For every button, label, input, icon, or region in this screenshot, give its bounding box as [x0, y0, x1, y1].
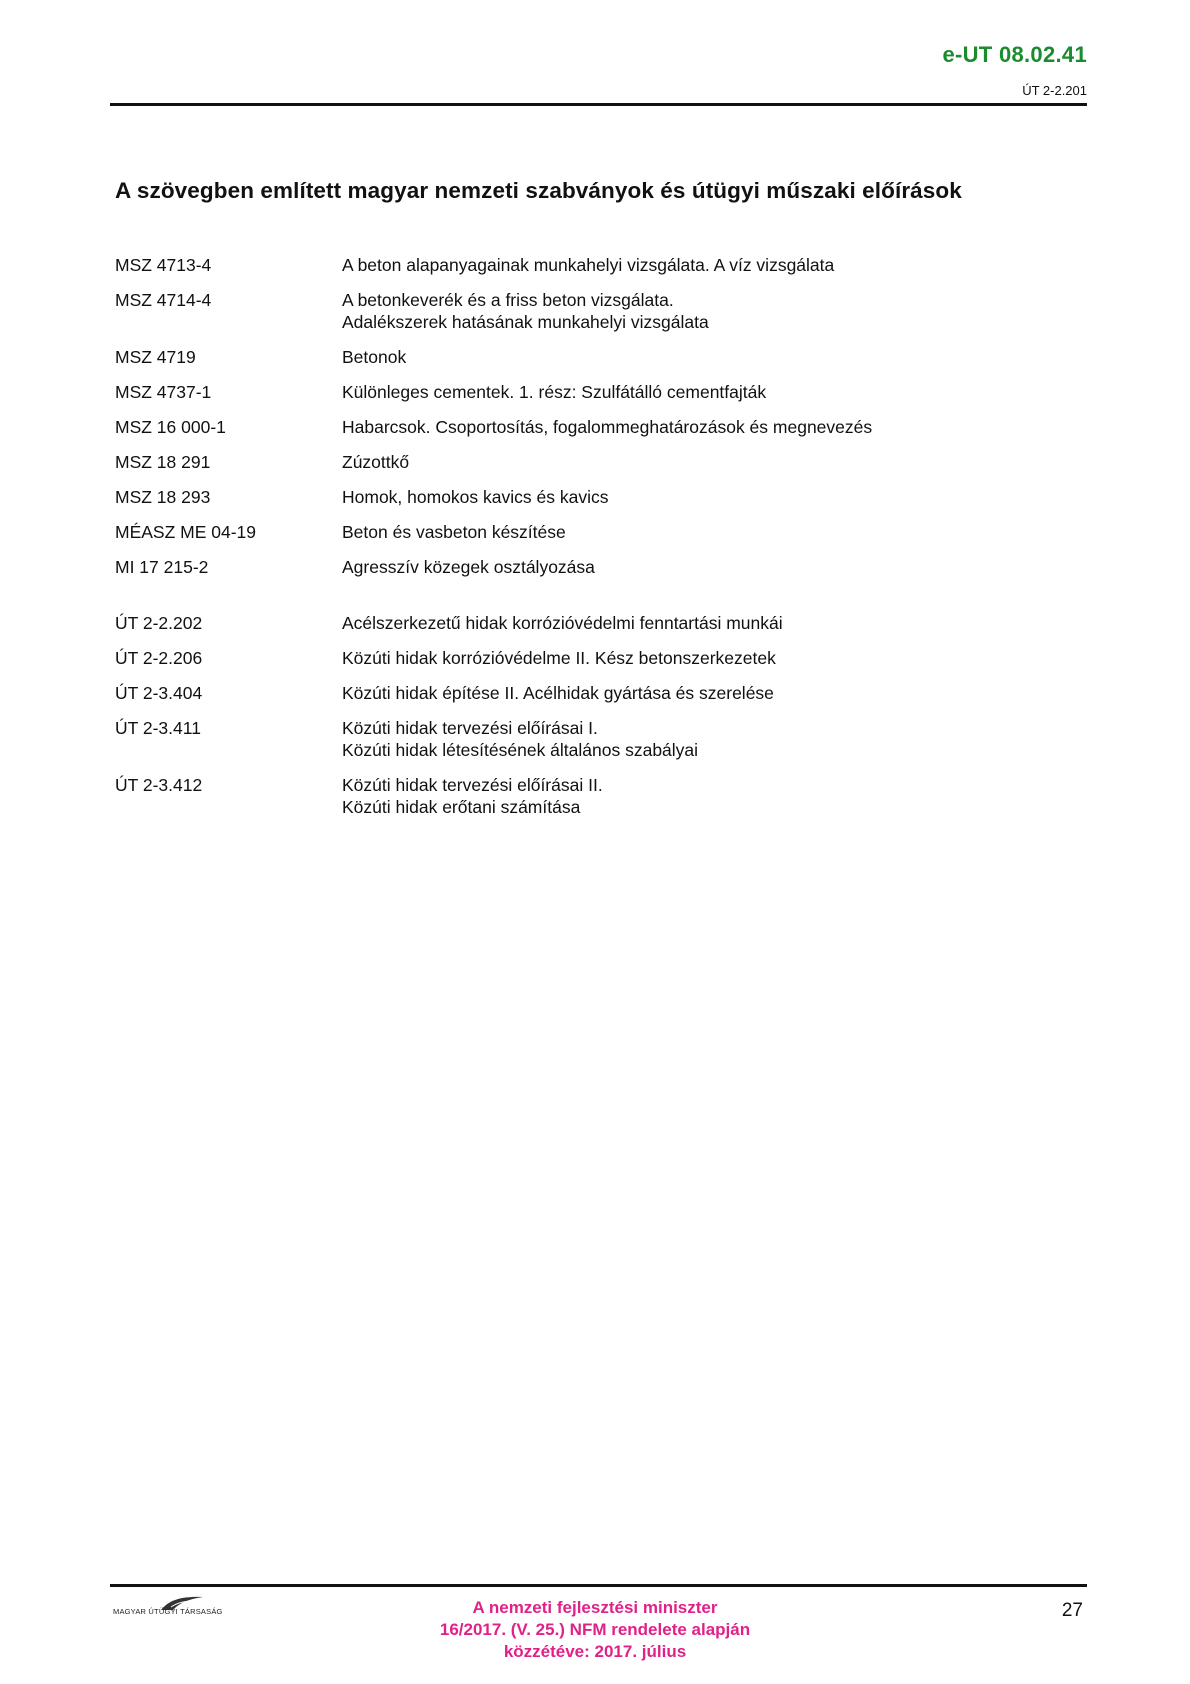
- header-divider: [110, 103, 1087, 106]
- standard-title: [342, 381, 1075, 403]
- page-number: 27: [1061, 1600, 1083, 1621]
- road-spec-title-line: Közúti hidak erőtani számítása: [342, 797, 581, 817]
- road-spec-title-line: Közúti hidak korrózióvédelme II. Kész betonszerkezetek: [342, 648, 776, 668]
- standard-title-line: Zúzottkő: [342, 452, 410, 472]
- road-spec-title-line: Közúti hidak létesítésének általános szabályai: [342, 740, 699, 760]
- road-spec-title-line: Közúti hidak tervezési előírásai II.: [342, 775, 603, 795]
- road-spec-title-line: Közúti hidak építése II. Acélhidak gyártása és szerelése: [342, 683, 774, 703]
- standard-title-line: A betonkeverék és a friss beton vizsgálata.: [342, 290, 674, 310]
- standard-title-line: Betonok: [342, 347, 407, 367]
- standard-title-line: Adalékszerek hatásának munkahelyi vizsgálata: [342, 312, 709, 332]
- standard-code: MÉASZ ME 04-19: [115, 522, 257, 542]
- standard-code: MI 17 215-2: [115, 557, 209, 577]
- logo-text: MAGYAR ÚTÜGYI TÁRSASÁG: [113, 1607, 223, 1616]
- road-spec-title-line: Közúti hidak tervezési előírásai I.: [342, 718, 598, 738]
- road-spec-title: [342, 774, 1075, 818]
- road-spec-code: ÚT 2-3.404: [115, 683, 203, 703]
- road-spec-title: [342, 612, 1075, 634]
- standard-code: MSZ 18 291: [115, 452, 211, 472]
- footer-line: 16/2017. (V. 25.) NFM rendelete alapján: [439, 1620, 751, 1639]
- standard-title: [342, 346, 1075, 368]
- footer-line: közzétéve: 2017. július: [503, 1642, 687, 1661]
- standard-title: [342, 556, 1075, 578]
- standard-title: [342, 451, 1075, 473]
- standard-code: MSZ 4719: [115, 347, 196, 367]
- standard-row: [115, 451, 1075, 473]
- road-spec-code: ÚT 2-2.202: [115, 613, 203, 633]
- standard-code: MSZ 4737-1: [115, 382, 212, 402]
- page-title: A szövegben említett magyar nemzeti szabványok és útügyi műszaki előírások: [115, 178, 962, 203]
- footer-line: A nemzeti fejlesztési miniszter: [472, 1598, 718, 1617]
- document-code: e-UT 08.02.41: [942, 42, 1087, 67]
- standard-code: MSZ 16 000-1: [115, 417, 226, 437]
- standard-title-line: A beton alapanyagainak munkahelyi vizsgálata. A víz vizsgálata: [342, 255, 835, 275]
- standard-title: [342, 521, 1075, 543]
- standard-title: [342, 416, 1075, 438]
- road-spec-title: [342, 647, 1075, 669]
- road-spec-title-line: Acélszerkezetű hidak korrózióvédelmi fenntartási munkái: [342, 613, 783, 633]
- standard-title-line: Különleges cementek. 1. rész: Szulfátálló cementfajták: [342, 382, 767, 402]
- standard-row: [115, 346, 1075, 368]
- standard-row: [115, 486, 1075, 508]
- standard-row: [115, 289, 1075, 333]
- road-spec-code: ÚT 2-3.411: [115, 718, 201, 738]
- footer-publication-note: [395, 1597, 795, 1663]
- road-spec-row: [115, 717, 1075, 761]
- standard-code: MSZ 18 293: [115, 487, 211, 507]
- standard-row: [115, 254, 1075, 276]
- road-spec-row: [115, 647, 1075, 669]
- standard-row: [115, 521, 1075, 543]
- standard-title-line: Homok, homokos kavics és kavics: [342, 487, 609, 507]
- standard-code: MSZ 4714-4: [115, 290, 212, 310]
- footer-logo: [113, 1594, 263, 1624]
- footer-divider: [110, 1584, 1087, 1587]
- standard-code: MSZ 4713-4: [115, 255, 212, 275]
- standard-title: [342, 486, 1075, 508]
- road-spec-row: [115, 682, 1075, 704]
- road-spec-title: [342, 717, 1075, 761]
- standard-title: [342, 289, 1075, 333]
- standard-title-line: Agresszív közegek osztályozása: [342, 557, 595, 577]
- road-spec-row: [115, 612, 1075, 634]
- standard-title-line: Beton és vasbeton készítése: [342, 522, 566, 542]
- document-subcode: ÚT 2-2.201: [1022, 83, 1087, 98]
- standard-row: [115, 416, 1075, 438]
- standard-row: [115, 381, 1075, 403]
- road-spec-row: [115, 774, 1075, 818]
- reference-list: [115, 254, 1075, 831]
- road-spec-title: [342, 682, 1075, 704]
- standard-title-line: Habarcsok. Csoportosítás, fogalommeghatározások és megnevezés: [342, 417, 873, 437]
- road-spec-code: ÚT 2-3.412: [115, 775, 203, 795]
- standard-row: [115, 556, 1075, 578]
- standard-title: [342, 254, 1075, 276]
- road-spec-code: ÚT 2-2.206: [115, 648, 203, 668]
